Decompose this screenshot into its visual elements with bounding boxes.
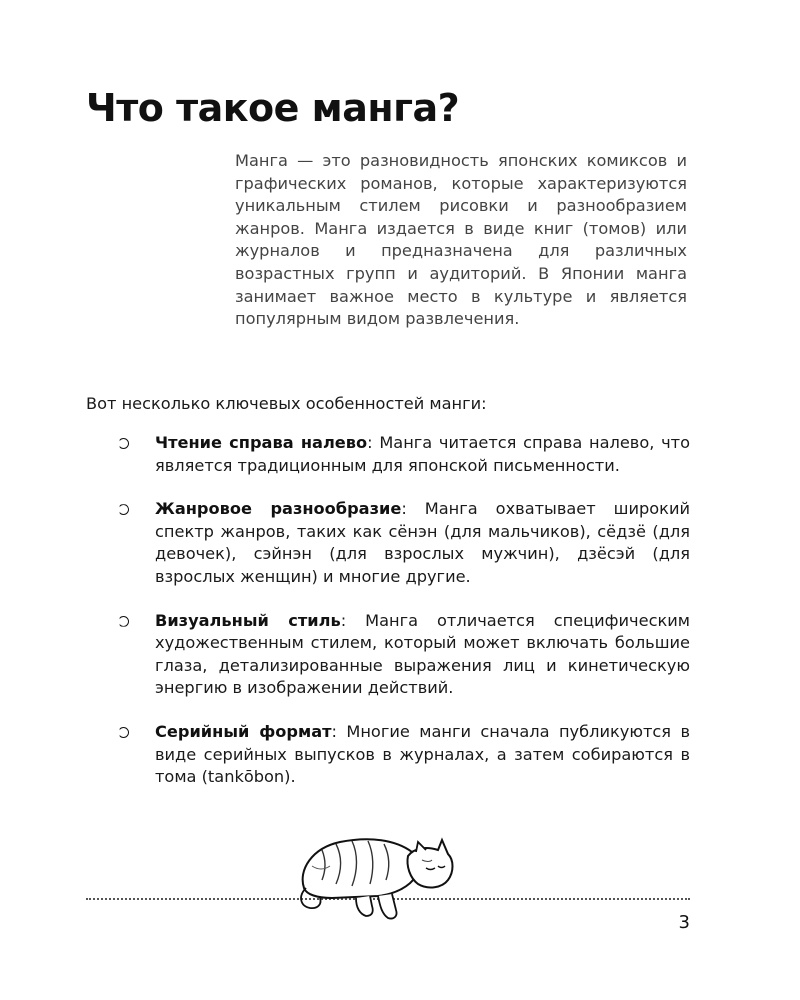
- list-item: [118, 498, 690, 588]
- features-list: [118, 432, 690, 810]
- feature-term: Чтение справа налево: [155, 433, 368, 452]
- list-item: [118, 610, 690, 700]
- bullet-icon: [118, 616, 129, 627]
- feature-term: Визуальный стиль: [155, 610, 341, 630]
- feature-term: Серийный формат: [155, 721, 332, 741]
- feature-text: : Манга читается справа налево, что является традиционным для японской письменности.: [155, 433, 690, 475]
- page-number: 3: [678, 912, 690, 933]
- bullet-icon: [118, 504, 129, 515]
- intro-paragraph: Манга — это разновидность японских комиксов и графических романов, которые характеризуются уникальным стилем рисовки и разнообразием жанров. Манга издается в виде книг (томов) или журналов и предназначена для различных возрастных групп и аудиторий. В Японии манга занимает важное место в культуре и является популярным видом развлечения.: [235, 151, 687, 329]
- bullet-icon: [118, 438, 129, 449]
- feature-text: : Многие манги сначала публикуются в виде серийных выпусков в журналах, а затем собираются в тома (tankōbon).: [155, 721, 690, 787]
- feature-text: : Манга охватывает широкий спектр жанров, таких как сёнэн (для мальчиков), сёдзё (для девочек), сэйнэн (для взрослых мужчин), дзёсэй (для взрослых женщин) и многие другие.: [155, 499, 690, 586]
- feature-term: Жанровое разнообразие: [155, 499, 402, 519]
- feature-text: : Манга отличается специфическим художественным стилем, который может включать большие глаза, детализированные выражения лиц и кинетическую энергию в изображении действий.: [155, 610, 690, 698]
- list-item: [118, 721, 690, 789]
- features-lead: Вот несколько ключевых особенностей манги:: [86, 394, 487, 413]
- sleeping-cat-illustration: [292, 826, 462, 922]
- bullet-icon: [118, 727, 129, 738]
- page-title: Что такое манга?: [86, 86, 460, 130]
- list-item: [118, 432, 690, 477]
